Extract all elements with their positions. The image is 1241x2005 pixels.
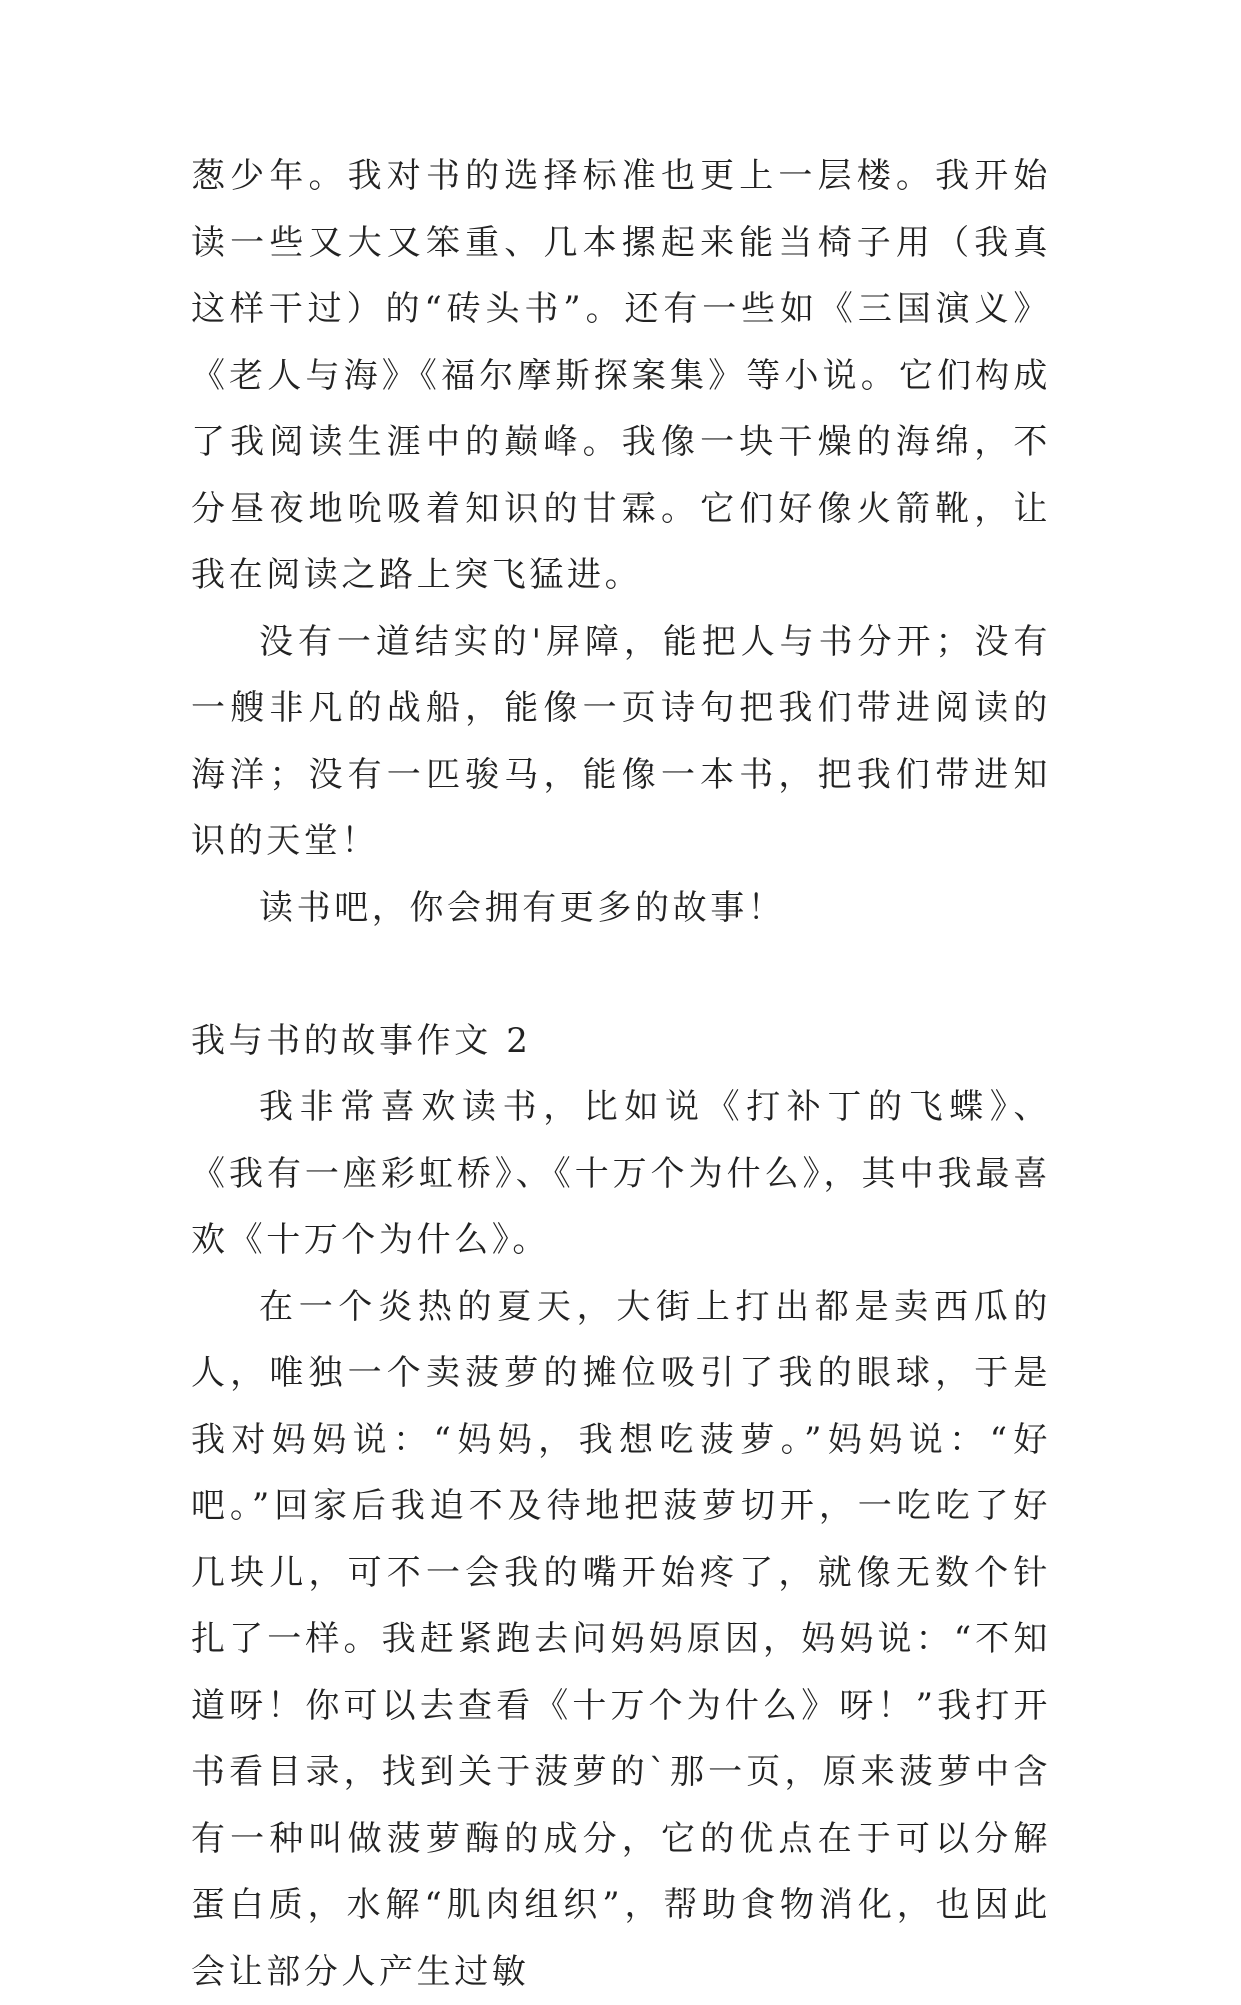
paragraph-2: 没有一道结实的'屏障，能把人与书分开；没有一艘非凡的战船，能像一页诗句把我们带进阅读的海洋；没有一匹骏马，能像一本书，把我们带进知识的天堂！ — [191, 609, 1051, 875]
paragraph-3: 读书吧，你会拥有更多的故事！ — [191, 875, 1051, 942]
paragraph-5: 在一个炎热的夏天，大街上打出都是卖西瓜的人，唯独一个卖菠萝的摊位吸引了我的眼球，于是我对妈妈说：“妈妈，我想吃菠萝。”妈妈说：“好吧。”回家后我迫不及待地把菠萝切开，一吃吃了好几块儿，可不一会我的嘴开始疼了，就像无数个针扎了一样。我赶紧跑去问妈妈原因，妈妈说：“不知道呀！你可以去查看《十万个为什么》呀！”我打开书看目录，找到关于菠萝的`那一页，原来菠萝中含有一种叫做菠萝酶的成分，它的优点在于可以分解蛋白质，水解“肌肉组织”，帮助食物消化，也因此会让部分人产生过敏 — [191, 1274, 1051, 2005]
section-gap — [191, 941, 1051, 1008]
essay-heading: 我与书的故事作文 2 — [191, 1008, 1051, 1075]
document-body — [191, 143, 1051, 2005]
paragraph-4: 我非常喜欢读书，比如说《打补丁的飞蝶》、《我有一座彩虹桥》、《十万个为什么》，其中我最喜欢《十万个为什么》。 — [191, 1074, 1051, 1274]
paragraph-1: 葱少年。我对书的选择标准也更上一层楼。我开始读一些又大又笨重、几本摞起来能当椅子用（我真这样干过）的“砖头书”。还有一些如《三国演义》《老人与海》《福尔摩斯探案集》等小说。它们构成了我阅读生涯中的巅峰。我像一块干燥的海绵，不分昼夜地吮吸着知识的甘霖。它们好像火箭靴，让我在阅读之路上突飞猛进。 — [191, 143, 1051, 609]
